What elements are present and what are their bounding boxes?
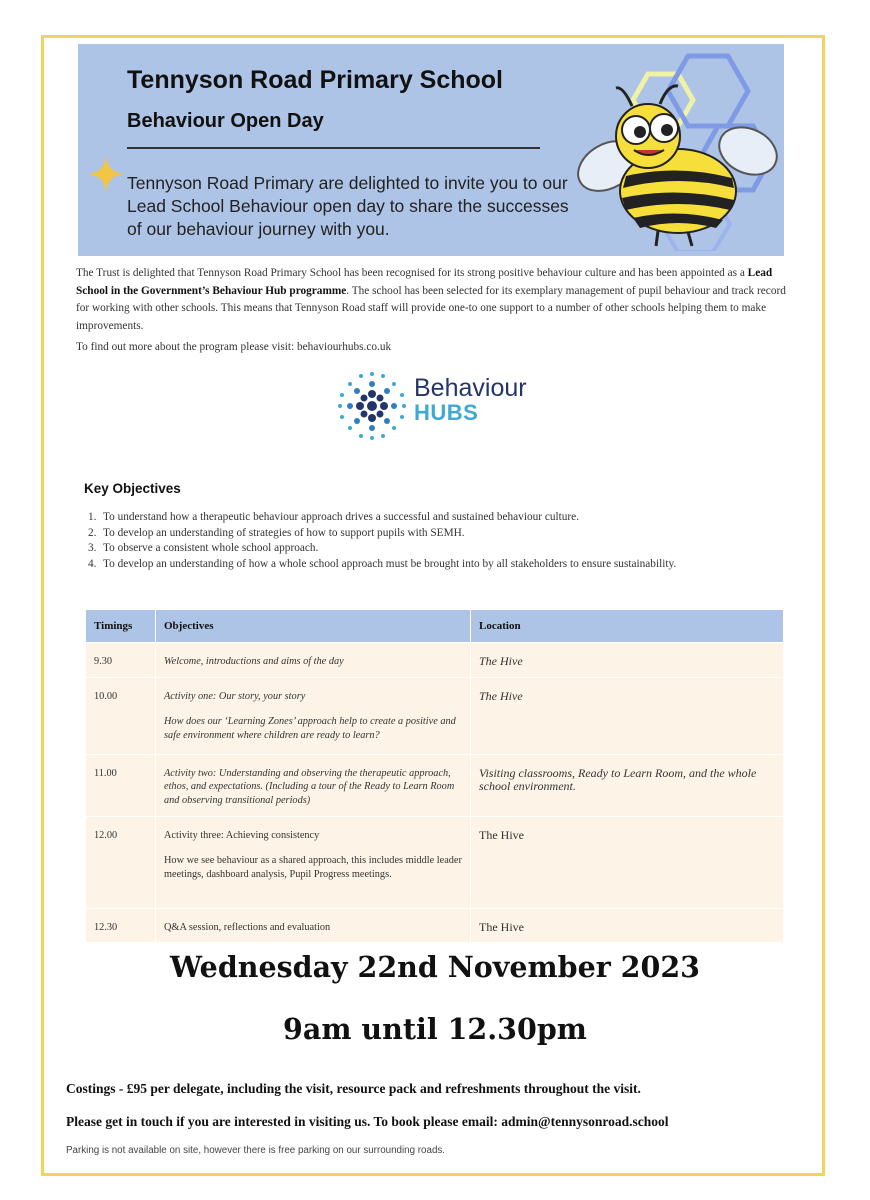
header-objectives: Objectives (156, 610, 471, 643)
invite-text: Tennyson Road Primary are delighted to invite you to our Lead School Behaviour open day to share the successes of our behaviour journey with you. (127, 173, 569, 239)
list-item: 3. To observe a consistent whole school approach. (88, 542, 319, 554)
row-location: The Hive (471, 908, 784, 943)
row-location: The Hive (471, 816, 784, 908)
row-location: The Hive (471, 677, 784, 754)
row-objective: Q&A session, reflections and evaluation (156, 908, 471, 943)
header-timings: Timings (86, 610, 156, 643)
list-item: 1. To understand how a therapeutic behaviour approach drives a successful and sustained behaviour culture. (88, 511, 580, 523)
row-time: 12.00 (86, 816, 156, 908)
school-title: Tennyson Road Primary School (127, 66, 504, 94)
table-row (86, 908, 784, 943)
sparkle-icon (86, 154, 126, 194)
table-header-row (86, 610, 784, 643)
header-banner (78, 44, 784, 256)
row-location: Visiting classrooms, Ready to Learn Room, and the whole school environment. (471, 754, 784, 816)
contact-text: Please get in touch if you are interested in visiting us. To book please email: admin@tennysonroad.school (66, 1114, 669, 1129)
row-time: 11.00 (86, 754, 156, 816)
row-objective: Activity two: Understanding and observing the therapeutic approach, ethos, and expectations. (Including a tour of the Ready to Learn Room and observing transitional periods) (156, 754, 471, 816)
logo-behaviour-text: Behaviour (414, 374, 527, 402)
event-time: 9am until 12.30pm (283, 1012, 587, 1046)
list-item: 2. To develop an understanding of strategies of how to support pupils with SEMH. (88, 526, 465, 539)
schedule-table (85, 609, 784, 943)
intro-paragraph: The Trust is delighted that Tennyson Road Primary School has been recognised for its strong positive behaviour culture and has been appointed as a Lead School in the Government’s Behaviour Hub programme. The school has been selected for its exemplary management of pupil behaviour and track record for working with other schools. This means that Tennyson Road staff will provide one-to one support to a number of other schools helping them to make improvements. (76, 267, 786, 332)
event-subtitle: Behaviour Open Day (127, 110, 324, 132)
row-objective: Activity one: Our story, your story How does our ‘Learning Zones’ approach help to create a positive and safe environment where children are ready to learn? (156, 677, 471, 754)
table-row (86, 677, 784, 754)
key-objectives-heading: Key Objectives (84, 481, 181, 496)
header-location: Location (471, 610, 784, 643)
behaviour-hubs-logo (336, 370, 527, 447)
row-time: 9.30 (86, 643, 156, 678)
row-time: 12.30 (86, 908, 156, 943)
logo-hubs-text: HUBS (414, 400, 479, 425)
costings-text: Costings - £95 per delegate, including the visit, resource pack and refreshments throughout the visit. (66, 1081, 641, 1096)
lead-school-highlight: Lead School in the Government’s Behaviour Hub programme (76, 267, 773, 297)
bee-mascot-icon (568, 46, 778, 251)
row-time: 10.00 (86, 677, 156, 754)
list-item: 4. To develop an understanding of how a whole school approach must be brought into by all stakeholders to ensure sustainability. (88, 557, 677, 570)
title-divider (127, 147, 540, 149)
parking-note: Parking is not available on site, however there is free parking on our surrounding roads. (66, 1145, 446, 1156)
event-date: Wednesday 22nd November 2023 (170, 950, 700, 984)
row-location: The Hive (471, 643, 784, 678)
visit-website-text: To find out more about the program please visit: behaviourhubs.co.uk (76, 341, 392, 353)
row-objective: Welcome, introductions and aims of the day (156, 643, 471, 678)
table-row (86, 643, 784, 678)
row-objective: Activity three: Achieving consistency How we see behaviour as a shared approach, this includes middle leader meetings, dashboard analysis, Pupil Progress meetings. (156, 816, 471, 908)
hubs-dots-icon (336, 370, 408, 442)
table-row (86, 816, 784, 908)
table-row (86, 754, 784, 816)
key-objectives-list (88, 510, 676, 572)
